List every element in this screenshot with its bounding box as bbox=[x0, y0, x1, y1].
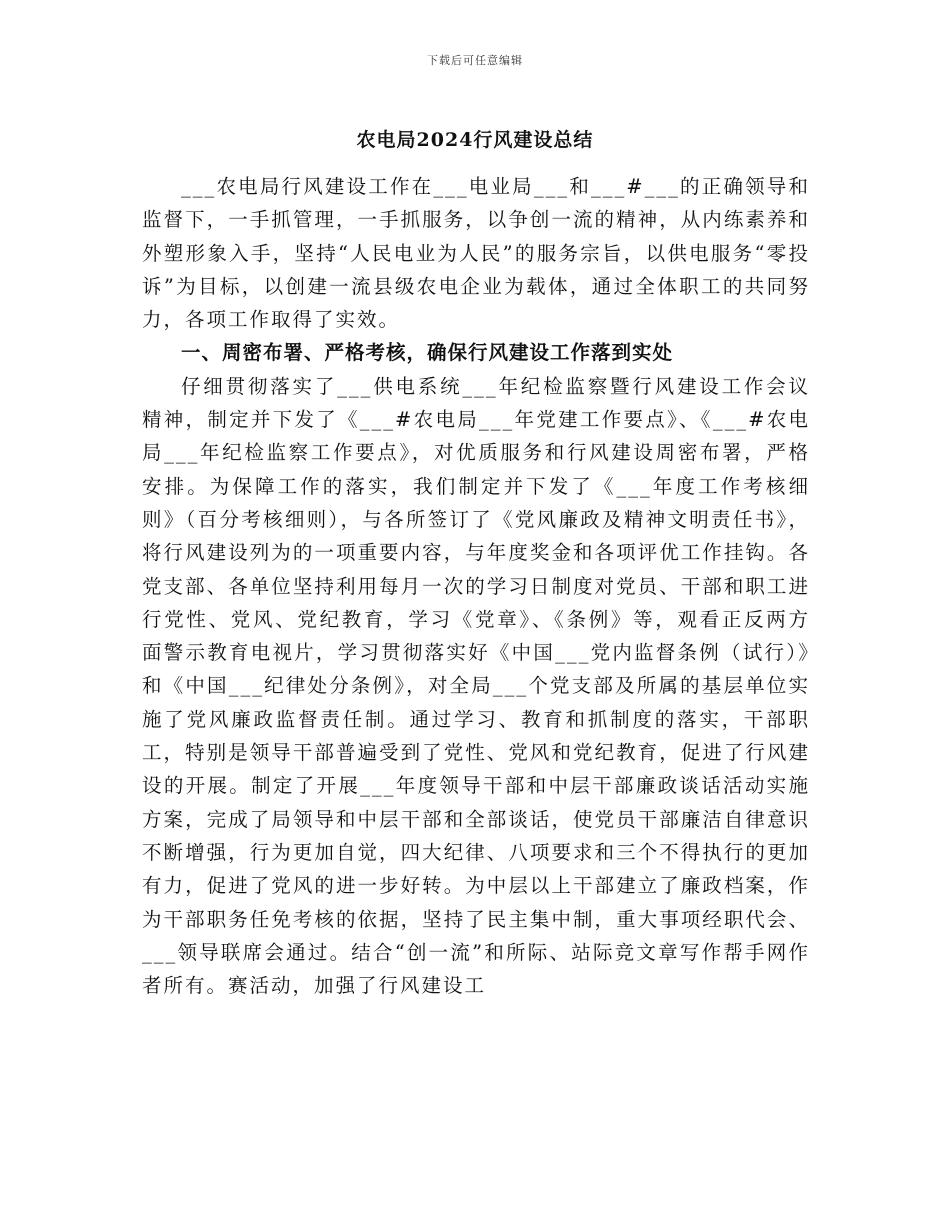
document-title: 农电局2024行风建设总结 bbox=[356, 129, 594, 151]
section-paragraph: 仔细贯彻落实了___供电系统___年纪检监察暨行风建设工作会议精神，制定并下发了《___#农电局___年党建工作要点》、《___#农电局___年纪检监察工作要点》，对优质服务和行风建设周密布署，严格安排。为保障工作的落实，我们制定并下发了《___年度工作考核细则》（百分考核细则），与各所签订了《党风廉政及精神文明责任书》，将行风建设列为的一项重要内容，与年度奖金和各项评优工作挂钩。各党支部、各单位坚持利用每月一次的学习日制度对党员、干部和职工进行党性、党风、党纪教育，学习《党章》、《条例》等，观看正反两方面警示教育电视片，学习贯彻落实好《中国___党内监督条例（试行）》和《中国___纪律处分条例》，对全局___个党支部及所属的基层单位实施了党风廉政监督责任制。通过学习、教育和抓制度的落实，干部职工，特别是领导干部普遍受到了党性、党风和党纪教育，促进了行风建设的开展。制定了开展___年度领导干部和中层干部廉政谈话活动实施方案，完成了局领导和中层干部和全部谈话，使党员干部廉洁自律意识不断增强，行为更加自觉，四大纪律、八项要求和三个不得执行的更加有力，促进了党风的进一步好转。为中层以上干部建立了廉政档案，作为干部职务任免考核的依据，坚持了民主集中制，重大事项经职代会、___领导联席会通过。结合“创一流”和所际、站际竞文章写作帮手网作者所有。赛活动，加强了行风建设工 bbox=[142, 374, 810, 998]
section-heading: 一、周密布署、严格考核，确保行风建设工作落到实处 bbox=[181, 341, 674, 365]
document-body bbox=[142, 170, 810, 1002]
header-note: 下载后可任意编辑 bbox=[427, 54, 523, 67]
intro-paragraph: ___农电局行风建设工作在___电业局___和___#___的正确领导和监督下，一手抓管理，一手抓服务，以争创一流的精神，从内练素养和外塑形象入手，坚持“人民电业为人民”的服务宗旨，以供电服务“零投诉”为目标，以创建一流县级农电企业为载体，通过全体职工的共同努力，各项工作取得了实效。 bbox=[142, 175, 810, 332]
